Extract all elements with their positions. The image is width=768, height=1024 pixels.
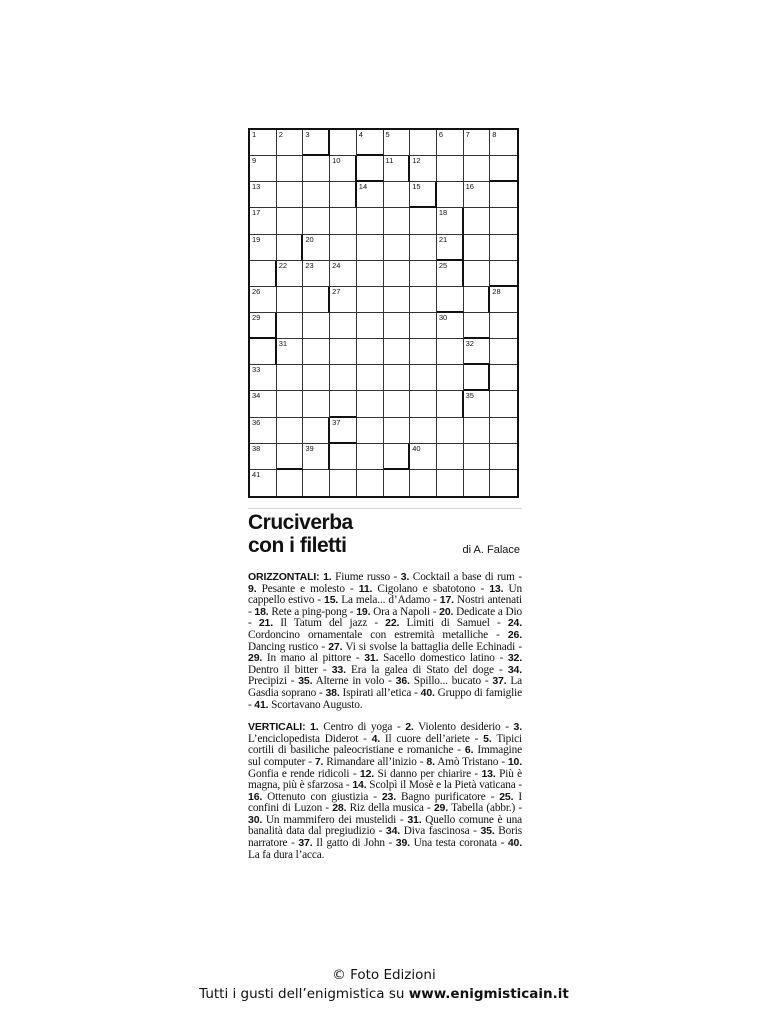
across-clue-text: Gruppo di famiglie -: [248, 686, 522, 711]
down-clue-text: I confini di Luzon -: [248, 790, 522, 815]
grid-cell[interactable]: [384, 208, 411, 234]
grid-cell[interactable]: [384, 470, 411, 496]
cell-number: 1: [252, 130, 257, 139]
cell-number: 38: [252, 443, 261, 453]
down-heading: VERTICALI:: [248, 721, 306, 734]
grid-cell[interactable]: [277, 313, 304, 339]
grid-cell[interactable]: [437, 182, 464, 208]
grid-cell[interactable]: [303, 208, 330, 234]
grid-cell[interactable]: [277, 261, 304, 287]
grid-cell[interactable]: [250, 208, 277, 234]
across-clue-number: 18.: [254, 605, 269, 618]
grid-cell[interactable]: [357, 444, 384, 470]
down-clue-text: Tabella (abbr.) -: [448, 802, 522, 815]
cell-number: 6: [438, 130, 444, 139]
cell-number: 40: [412, 443, 421, 453]
across-clue-text: Sacello domestico latino -: [378, 652, 508, 665]
cell-number: 35: [465, 391, 474, 401]
grid-cell[interactable]: [250, 418, 277, 444]
grid-cell[interactable]: [410, 287, 437, 313]
grid-cell[interactable]: [330, 182, 357, 208]
down-clue-text: Centro di yoga -: [318, 721, 406, 734]
grid-cell[interactable]: [303, 391, 330, 417]
cell-number: 36: [252, 417, 261, 427]
across-clue-text: La mela... d’Adamo -: [338, 594, 440, 607]
across-clue-number: 32.: [507, 652, 522, 665]
down-clue-text: Il gatto di John -: [312, 837, 396, 850]
across-clue-number: 17.: [439, 594, 454, 607]
cell-number: 9: [252, 156, 257, 166]
grid-cell[interactable]: [410, 365, 437, 391]
cell-number: 26: [252, 286, 261, 296]
grid-cell[interactable]: [490, 391, 517, 417]
across-clue-text: Scortavano Augusto.: [268, 698, 363, 711]
grid-cell[interactable]: [277, 391, 304, 417]
grid-cell[interactable]: [357, 261, 384, 287]
puzzle-author: di A. Falace: [462, 544, 520, 556]
across-clue-text: Pesante e molesto -: [256, 582, 359, 595]
grid-cell[interactable]: [330, 287, 357, 313]
down-clue-number: 14.: [352, 779, 367, 792]
grid-cell[interactable]: [384, 235, 411, 261]
across-clue-number: 31.: [364, 652, 379, 665]
cell-number: 29: [252, 312, 261, 322]
grid-cell[interactable]: [464, 339, 491, 365]
puzzle-title-line2: con i filetti: [248, 534, 347, 557]
cell-number: 28: [492, 286, 501, 296]
website-link[interactable]: www.enigmisticain.it: [408, 986, 569, 1002]
cell-number: 25: [438, 260, 448, 270]
grid-cell[interactable]: [464, 391, 491, 417]
grid-cell[interactable]: [250, 444, 277, 470]
cell-number: 32: [465, 339, 474, 349]
grid-cell[interactable]: [410, 261, 437, 287]
across-clue-number: 26.: [507, 628, 522, 641]
grid-cell[interactable]: [437, 156, 464, 182]
grid-cell[interactable]: [250, 156, 277, 182]
grid-cell[interactable]: [357, 235, 384, 261]
footer-tagline-text: Tutti i gusti dell’enigmistica su: [199, 986, 409, 1002]
grid-cell[interactable]: [490, 470, 517, 496]
cell-number: 41: [252, 469, 261, 479]
cell-number: 12: [412, 156, 421, 166]
grid-cell[interactable]: [464, 235, 491, 261]
down-clue-text: Diva fascinosa -: [400, 825, 481, 838]
across-clue-text: Dentro il bitter -: [248, 663, 332, 676]
grid-cell[interactable]: [303, 182, 330, 208]
across-clue-text: Rete a ping-pong -: [268, 605, 357, 618]
grid-cell[interactable]: [277, 156, 304, 182]
across-clue-number: 35.: [298, 675, 313, 688]
across-clue-text: In mano al pittore -: [262, 652, 365, 665]
grid-cell[interactable]: [464, 261, 491, 287]
grid-cell[interactable]: [330, 208, 357, 234]
grid-cell[interactable]: [384, 261, 411, 287]
grid-cell[interactable]: [490, 235, 517, 261]
across-clue-text: Ora a Napoli -: [370, 605, 440, 618]
grid-cell[interactable]: [410, 156, 437, 182]
across-clue-text: Dedicate a Dio -: [248, 605, 522, 630]
across-clue-number: 11.: [358, 582, 373, 595]
grid-cell[interactable]: [437, 208, 464, 234]
clues-section: [248, 572, 522, 872]
grid-cell[interactable]: [410, 418, 437, 444]
grid-cell[interactable]: [437, 365, 464, 391]
down-clue-number: 8.: [426, 755, 435, 768]
cell-number: 37: [332, 417, 341, 427]
grid-cell[interactable]: [384, 365, 411, 391]
grid-cell[interactable]: [410, 235, 437, 261]
grid-cell[interactable]: [464, 287, 491, 313]
across-clue-number: 20.: [439, 605, 454, 618]
down-clue-number: 25.: [499, 790, 514, 803]
copyright-text: © Foto Edizioni: [332, 967, 436, 983]
grid-cell[interactable]: [410, 182, 437, 208]
across-clue-text: Cordoncino ornamentale con estremità metalliche -: [248, 628, 508, 641]
grid-cell[interactable]: [303, 287, 330, 313]
down-clue-number: 39.: [395, 837, 410, 850]
down-clue-number: 7.: [314, 755, 324, 768]
grid-cell[interactable]: [464, 156, 491, 182]
across-clue-text: Cocktail a base di rum -: [409, 571, 522, 583]
grid-cell[interactable]: [357, 156, 384, 182]
cell-number: 8: [492, 130, 497, 139]
down-clue-number: 5.: [483, 732, 492, 745]
grid-cell[interactable]: [410, 130, 437, 156]
grid-cell[interactable]: [437, 313, 464, 339]
across-clue-number: 27.: [328, 640, 343, 653]
grid-cell[interactable]: [464, 208, 491, 234]
grid-cell[interactable]: [250, 182, 277, 208]
grid-cell[interactable]: [357, 391, 384, 417]
grid-cell[interactable]: [330, 444, 357, 470]
cell-number: 30: [438, 312, 448, 322]
grid-cell[interactable]: [410, 313, 437, 339]
grid-cell[interactable]: [303, 365, 330, 391]
grid-cell[interactable]: [250, 339, 277, 365]
grid-cell[interactable]: [357, 208, 384, 234]
grid-cell[interactable]: [277, 470, 304, 496]
down-clue-number: 31.: [407, 813, 422, 826]
grid-cell[interactable]: [464, 313, 491, 339]
across-clue-text: Spillo... bucato -: [409, 675, 493, 688]
grid-cell[interactable]: [330, 313, 357, 339]
across-clue-number: 1.: [323, 571, 332, 583]
cell-number: 24: [332, 260, 341, 270]
down-clue-number: 30.: [248, 813, 263, 826]
down-clue-text: Bagno purificatore -: [396, 790, 500, 803]
cell-number: 31: [278, 339, 288, 349]
cell-number: 7: [465, 130, 470, 139]
down-clue-number: 34.: [385, 825, 401, 838]
across-clue-number: 33.: [331, 663, 346, 676]
grid-cell[interactable]: [464, 130, 491, 156]
across-heading: ORIZZONTALI:: [248, 571, 320, 583]
grid-cell[interactable]: [303, 444, 330, 470]
down-clue-number: 1.: [310, 721, 319, 734]
cell-number: 3: [305, 130, 310, 139]
down-clue-text: Gonfia e rende ridicoli -: [248, 767, 360, 780]
cell-number: 2: [278, 130, 283, 139]
down-clues: [248, 722, 522, 861]
cell-number: 14: [358, 182, 368, 192]
grid-cell[interactable]: [357, 470, 384, 496]
cell-number: 4: [358, 130, 363, 139]
grid-cell[interactable]: [330, 365, 357, 391]
grid-cell[interactable]: [330, 418, 357, 444]
grid-cell[interactable]: [357, 313, 384, 339]
down-clue-text: Più è magna, più è sfarzosa -: [248, 767, 522, 792]
across-clue-number: 34.: [507, 663, 522, 676]
cell-number: 11: [385, 156, 394, 166]
across-clue-number: 13.: [489, 582, 504, 595]
across-clue-number: 37.: [492, 675, 507, 688]
grid-cell[interactable]: [277, 287, 304, 313]
down-clue-text: Un mammifero dei mustelidi -: [262, 813, 408, 826]
across-clue-text: Dancing rustico -: [248, 640, 329, 653]
down-clue-number: 4.: [371, 732, 381, 745]
down-clue-number: 28.: [332, 802, 347, 815]
grid-cell[interactable]: [330, 156, 357, 182]
across-clue-number: 36.: [395, 675, 410, 688]
grid-cell[interactable]: [303, 339, 330, 365]
grid-cell[interactable]: [277, 365, 304, 391]
down-clue-text: Ottenuto con giustizia -: [262, 790, 382, 803]
across-clue-text: Era la galea di Stato del doge -: [345, 663, 508, 676]
down-clue-number: 37.: [298, 837, 313, 850]
cell-number: 27: [332, 286, 341, 296]
grid-cell[interactable]: [303, 313, 330, 339]
grid-cell[interactable]: [437, 235, 464, 261]
grid-cell[interactable]: [330, 470, 357, 496]
across-clue-text: La Gasdia soprano -: [248, 675, 523, 699]
across-clue-number: 19.: [356, 605, 371, 618]
down-clue-text: Boris narratore -: [248, 825, 522, 850]
down-clue-number: 12.: [359, 767, 375, 780]
grid-cell[interactable]: [410, 391, 437, 417]
grid-cell[interactable]: [277, 444, 304, 470]
down-clue-text: Tipici cortili di basiliche paleocristiane e romaniche -: [248, 732, 523, 757]
across-clue-text: Cigolano e sbatotono -: [372, 582, 490, 595]
cell-number: 34: [252, 391, 261, 401]
down-clue-text: La fa dura l’acca.: [248, 848, 325, 861]
grid-cell[interactable]: [437, 261, 464, 287]
footer-tagline: [0, 985, 768, 1004]
grid-cell[interactable]: [303, 130, 330, 156]
across-clue-text: Fiume russo -: [331, 571, 401, 583]
across-clue-number: 22.: [385, 617, 400, 630]
grid-cell[interactable]: [410, 444, 437, 470]
grid-cell[interactable]: [384, 156, 411, 182]
grid-cell[interactable]: [437, 391, 464, 417]
grid-cell[interactable]: [277, 235, 304, 261]
across-clue-number: 40.: [420, 686, 435, 699]
grid-cell[interactable]: [303, 156, 330, 182]
grid-cell[interactable]: [490, 261, 517, 287]
grid-cell[interactable]: [250, 287, 277, 313]
grid-cell[interactable]: [437, 418, 464, 444]
grid-cell[interactable]: [437, 470, 464, 496]
across-clue-number: 21.: [258, 617, 273, 630]
across-clue-text: Limiti di Samuel -: [399, 617, 508, 630]
down-clue-text: Amò Tristano -: [434, 755, 508, 768]
grid-cell[interactable]: [490, 130, 517, 156]
cell-number: 19: [252, 234, 261, 244]
grid-cell[interactable]: [357, 339, 384, 365]
grid-cell[interactable]: [464, 365, 491, 391]
grid-cell[interactable]: [384, 391, 411, 417]
down-clue-number: 2.: [405, 721, 414, 734]
across-clue-number: 3.: [400, 571, 410, 583]
grid-cell[interactable]: [464, 470, 491, 496]
grid-cell[interactable]: [490, 156, 517, 182]
cell-number: 13: [252, 182, 261, 192]
across-clue-number: 41.: [254, 698, 269, 711]
grid-cell[interactable]: [384, 444, 411, 470]
grid-cell[interactable]: [490, 287, 517, 313]
cell-number: 17: [252, 208, 261, 218]
grid-cell[interactable]: [303, 470, 330, 496]
grid-cell[interactable]: [384, 182, 411, 208]
grid-cell[interactable]: [490, 418, 517, 444]
grid-cell[interactable]: [490, 444, 517, 470]
grid-cell[interactable]: [437, 339, 464, 365]
grid-cell[interactable]: [277, 130, 304, 156]
across-clue-text: Precipizi -: [248, 675, 299, 688]
down-clue-number: 6.: [464, 744, 474, 757]
grid-cell[interactable]: [250, 470, 277, 496]
down-clue-text: Riz della musica -: [346, 802, 434, 815]
down-clue-number: 23.: [381, 790, 397, 803]
cell-number: 5: [385, 130, 390, 139]
cell-number: 23: [305, 260, 314, 270]
grid-cell[interactable]: [357, 130, 384, 156]
page-footer: [0, 966, 768, 1004]
grid-cell[interactable]: [384, 418, 411, 444]
grid-cell[interactable]: [330, 339, 357, 365]
grid-cell[interactable]: [437, 130, 464, 156]
grid-cell[interactable]: [464, 418, 491, 444]
down-clue-text: Quello comune è una banalità data dal pregiudizio -: [248, 813, 522, 838]
grid-cell[interactable]: [410, 470, 437, 496]
grid-cell[interactable]: [437, 444, 464, 470]
grid-cell[interactable]: [490, 208, 517, 234]
across-clue-text: Alterne in volo -: [312, 675, 396, 688]
grid-cell[interactable]: [277, 182, 304, 208]
down-clue-number: 40.: [507, 837, 523, 850]
down-clue-text: Scolpì il Mosè e la Pietà vaticana -: [366, 779, 522, 792]
down-clue-number: 29.: [433, 802, 449, 815]
grid-cell[interactable]: [410, 339, 437, 365]
cell-number: 20: [305, 234, 314, 244]
grid-cell[interactable]: [277, 418, 304, 444]
grid-cell[interactable]: [277, 339, 304, 365]
across-clue-number: 9.: [248, 582, 257, 595]
down-clue-text: Immagine sul computer -: [248, 744, 522, 768]
grid-cell[interactable]: [490, 313, 517, 339]
grid-cell[interactable]: [250, 313, 277, 339]
grid-cell[interactable]: [384, 313, 411, 339]
across-clue-text: Nostri antenati -: [248, 594, 522, 618]
grid-cell[interactable]: [490, 339, 517, 365]
grid-cell[interactable]: [437, 287, 464, 313]
down-clue-text: Il cuore dell’ariete -: [380, 732, 484, 745]
cell-number: 18: [438, 208, 448, 218]
across-clue-number: 15.: [324, 594, 339, 607]
grid-cell[interactable]: [357, 418, 384, 444]
crossword-grid: [248, 128, 519, 498]
across-clue-number: 29.: [248, 652, 263, 665]
across-clue-number: 38.: [325, 686, 340, 699]
grid-cell[interactable]: [330, 130, 357, 156]
down-clue-number: 13.: [481, 767, 496, 780]
grid-cell[interactable]: [357, 182, 384, 208]
grid-cell[interactable]: [464, 444, 491, 470]
down-clue-number: 16.: [248, 790, 263, 803]
down-clue-text: L’enciclopedista Diderot -: [248, 732, 372, 745]
cell-number: 21: [438, 234, 448, 244]
down-clue-text: Si danno per chiarire -: [374, 767, 482, 780]
down-clue-text: Violento desiderio -: [413, 721, 514, 734]
down-clue-text: Rimandare all’inizio -: [323, 755, 427, 768]
grid-cell[interactable]: [303, 261, 330, 287]
grid-cell[interactable]: [250, 130, 277, 156]
grid-cell[interactable]: [277, 208, 304, 234]
grid-cell[interactable]: [250, 365, 277, 391]
cell-number: 15: [412, 182, 421, 192]
down-clue-number: 35.: [480, 825, 495, 838]
across-clues: [248, 572, 522, 711]
puzzle-header: [248, 508, 522, 567]
cell-number: 33: [252, 365, 261, 375]
grid-cell[interactable]: [490, 182, 517, 208]
across-clue-text: Un cappello estivo -: [248, 582, 522, 607]
grid-cell[interactable]: [464, 182, 491, 208]
grid-cell[interactable]: [303, 418, 330, 444]
grid-cell[interactable]: [357, 365, 384, 391]
grid-cell[interactable]: [384, 339, 411, 365]
down-clue-text: Una testa coronata -: [409, 837, 508, 850]
grid-cell[interactable]: [250, 391, 277, 417]
grid-cell[interactable]: [250, 235, 277, 261]
grid-cell[interactable]: [330, 261, 357, 287]
cell-number: 39: [305, 443, 314, 453]
grid-cell[interactable]: [357, 287, 384, 313]
puzzle-title: [248, 511, 353, 557]
across-clue-text: Il Tatum del jazz -: [272, 617, 386, 630]
grid-cell[interactable]: [410, 208, 437, 234]
cell-number: 16: [465, 182, 474, 192]
grid-cell[interactable]: [384, 287, 411, 313]
across-clue-text: Vi si svolse la battaglia delle Echinadi -: [342, 640, 522, 653]
grid-cell[interactable]: [384, 130, 411, 156]
grid-cell[interactable]: [490, 365, 517, 391]
grid-cell[interactable]: [330, 235, 357, 261]
grid-cell[interactable]: [303, 235, 330, 261]
across-clue-number: 24.: [507, 617, 522, 630]
down-clue-number: 10.: [507, 755, 522, 768]
across-clue-text: Ispirati all’etica -: [339, 686, 421, 699]
cell-number: 22: [278, 260, 288, 270]
grid-cell[interactable]: [250, 261, 277, 287]
cell-number: 10: [332, 156, 341, 166]
puzzle-title-line1: Cruciverba: [248, 511, 353, 534]
down-clue-number: 3.: [513, 721, 522, 734]
grid-cell[interactable]: [330, 391, 357, 417]
